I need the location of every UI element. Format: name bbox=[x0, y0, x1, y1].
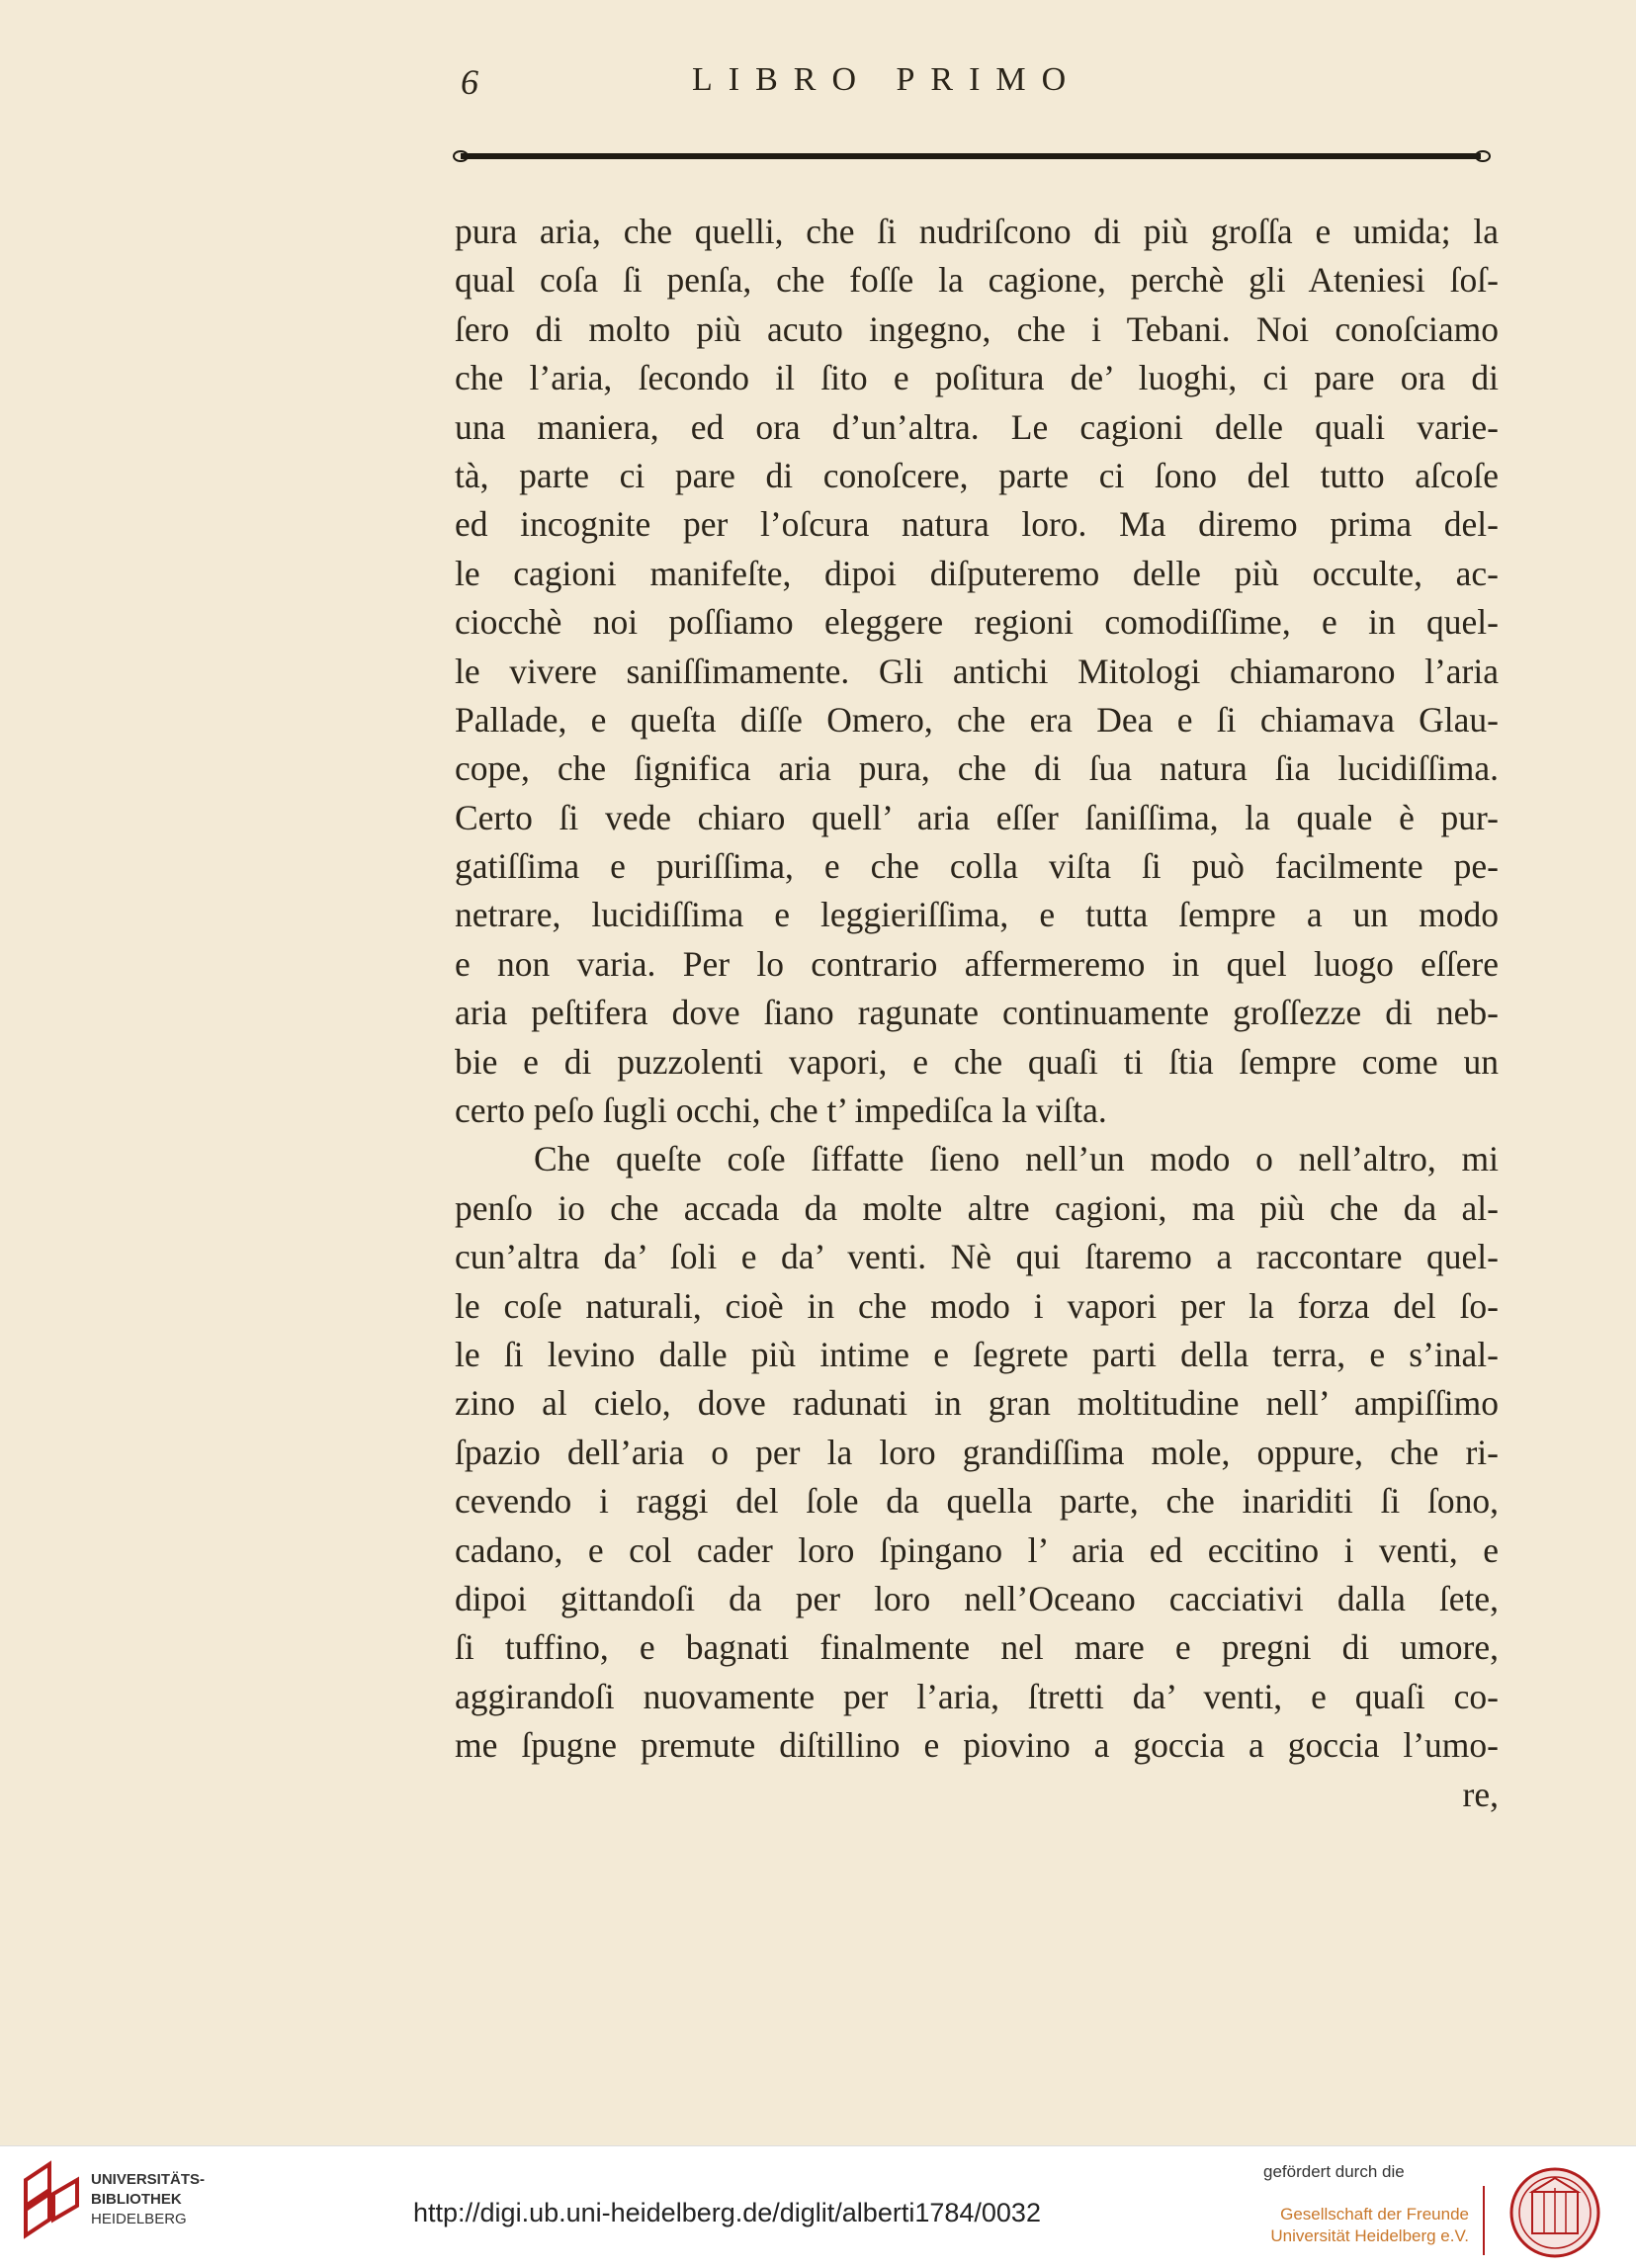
text-line: cevendo i raggi del ſole da quella parte, che inariditi ſi ſono, bbox=[455, 1481, 1499, 1522]
text-line: tà, parte ci pare di conoſcere, parte ci ſono del tutto aſcoſe bbox=[455, 455, 1499, 495]
text-line: cun’altra da’ ſoli e da’ venti. Nè qui ſtaremo a raccontare quel- bbox=[455, 1237, 1499, 1277]
text-line: e non varia. Per lo contrario affermeremo in quel luogo eſſere bbox=[455, 943, 1499, 984]
text-line: cope, che ſignifica aria pura, che di ſua natura ſia lucidiſſima. bbox=[455, 748, 1499, 789]
sponsor-divider bbox=[1483, 2186, 1485, 2255]
text-line: dipoi gittandoſi da per loro nell’Oceano cacciativi dalla ſete, bbox=[455, 1578, 1499, 1618]
text-line: cadano, e col cader loro ſpingano l’ aria ed eccitino i venti, e bbox=[455, 1529, 1499, 1570]
text-line: qual coſa ſi penſa, che foſſe la cagione, perchè gli Ateniesi ſoſ- bbox=[455, 260, 1499, 301]
text-line: Pallade, e queſta diſſe Omero, che era Dea e ſi chiamava Glau- bbox=[455, 699, 1499, 740]
text-line: netrare, lucidiſſima e leggieriſſima, e tutta ſempre a un modo bbox=[455, 895, 1499, 935]
sponsor-label: gefördert durch die bbox=[1263, 2162, 1405, 2181]
body-text bbox=[455, 208, 1499, 1819]
text-line: le vivere saniſſimamente. Gli antichi Mitologi chiamarono l’aria bbox=[455, 651, 1499, 691]
text-line: Certo ſi vede chiaro quell’ aria eſſer ſaniſſima, la quale è pur- bbox=[455, 797, 1499, 837]
text-line: una maniera, ed ora d’un’altra. Le cagioni delle quali varie- bbox=[455, 406, 1499, 447]
text-line: ciocchè noi poſſiamo eleggere regioni comodiſſime, e in quel- bbox=[455, 602, 1499, 643]
text-line: bie e di puzzolenti vapori, e che quaſi ti ſtia ſempre come un bbox=[455, 1041, 1499, 1082]
viewer-footer bbox=[0, 2145, 1636, 2268]
text-line: pura aria, che quelli, che ſi nudriſcono di più groſſa e umida; la bbox=[455, 212, 1499, 251]
text-line: zino al cielo, dove radunati in gran moltitudine nell’ ampiſſimo bbox=[455, 1383, 1499, 1424]
running-head: LIBRO PRIMO bbox=[692, 61, 1082, 98]
catchword: re, bbox=[1462, 1774, 1499, 1814]
text-line: ſero di molto più acuto ingegno, che i Tebani. Noi conoſciamo bbox=[455, 308, 1499, 349]
page-number: 6 bbox=[461, 62, 478, 102]
text-line: aria peſtifera dove ſiano ragunate continuamente groſſezze di neb- bbox=[455, 993, 1499, 1033]
text-line: che l’aria, ſecondo il ſito e poſitura de’ luoghi, ci pare ora di bbox=[455, 358, 1499, 398]
text-line: me ſpugne premute diſtillino e piovino a goccia a goccia l’umo- bbox=[455, 1725, 1499, 1766]
text-line: ſi tuffino, e bagnati finalmente nel mare e pregni di umore, bbox=[455, 1627, 1499, 1668]
text-line: ſpazio dell’aria o per la loro grandiſſima mole, oppure, che ri- bbox=[455, 1432, 1499, 1472]
header-rule bbox=[453, 148, 1493, 164]
text-line: le coſe naturali, cioè in che modo i vapori per la forza del ſo- bbox=[455, 1285, 1499, 1326]
text-line: le cagioni manifeſte, dipoi diſputeremo delle più occulte, ac- bbox=[455, 553, 1499, 593]
sponsor-name: Gesellschaft der Freunde Universität Heidelberg e.V. bbox=[1270, 2205, 1469, 2245]
university-seal-icon bbox=[1503, 2166, 1607, 2259]
text-line: gatiſſima e puriſſima, e che colla viſta ſi può facilmente pe- bbox=[455, 846, 1499, 887]
permalink-url[interactable]: http://digi.ub.uni-heidelberg.de/diglit/alberti1784/0032 bbox=[413, 2198, 1041, 2227]
text-line: Che queſte coſe ſiffatte ſieno nell’un modo o nell’altro, mi bbox=[534, 1139, 1499, 1179]
library-name: UNIVERSITÄTS- BIBLIOTHEK HEIDELBERG bbox=[91, 2171, 206, 2227]
text-line: aggirandoſi nuovamente per l’aria, ſtretti da’ venti, e quaſi co- bbox=[455, 1676, 1499, 1716]
text-line: penſo io che accada da molte altre cagioni, ma più che da al- bbox=[455, 1187, 1499, 1228]
text-line: ed incognite per l’oſcura natura loro. Ma diremo prima del- bbox=[455, 504, 1499, 545]
library-logo-icon bbox=[20, 2160, 81, 2249]
text-line: certo peſo ſugli occhi, che t’ impediſca la viſta. bbox=[455, 1090, 1107, 1131]
text-line: le ſi levino dalle più intime e ſegrete parti della terra, e s’inal- bbox=[455, 1334, 1499, 1374]
